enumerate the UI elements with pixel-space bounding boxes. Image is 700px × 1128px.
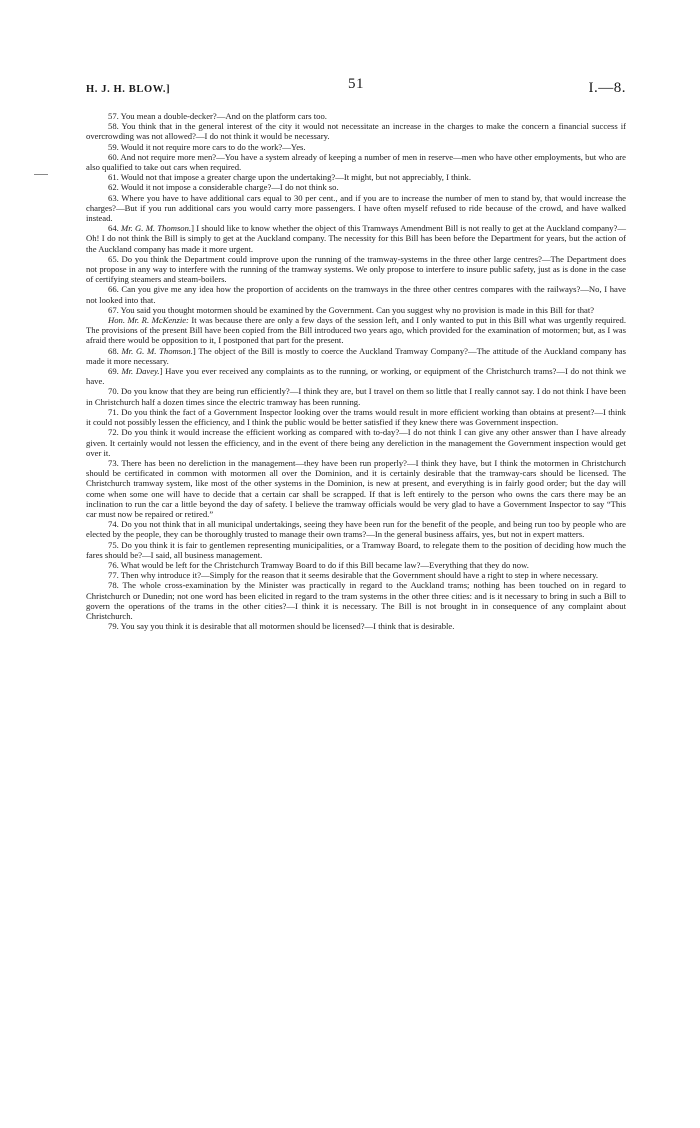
speaker-name: Mr. G. M. Thomson. <box>121 345 193 356</box>
paragraph-text: It was because there are only a few days of the session left, and I only wanted to put in this Bill what was urgently required. The provisions of the present Bill have been copied from the Bill introduced two years ago, which provided for the examination of motormen; but, as I was afraid there would be opposition to it, I postponed that part for the present. <box>86 315 626 346</box>
paragraph <box>86 570 626 580</box>
paragraph-text: 68. <box>108 345 122 356</box>
document-body <box>86 111 626 631</box>
paragraph-text: 67. You said you thought motormen should be examined by the Government. Can you suggest why no provision is made in this Bill for that? <box>108 304 595 315</box>
paragraph <box>86 223 626 254</box>
paragraph-text: 74. Do you not think that in all municipal undertakings, seeing they have been run for the benefit of the people, and being run too by people who are elected by the people, they can be thoroughly trusted to manage their own trams?—In the general business affairs, yes, but not in expert matters. <box>86 519 626 540</box>
paragraph-text: ] I should like to know whether the object of this Tramways Amendment Bill is not really to get at the Auckland company?—Oh! I do not think the Bill is simply to get at the Auckland company. The necessity for this Bill has been before the Department for years, but the action of the Auckland company has made it more urgent. <box>86 223 626 254</box>
paragraph <box>86 193 626 224</box>
paragraph <box>86 621 626 631</box>
paragraph <box>86 540 626 560</box>
document-page <box>86 76 626 632</box>
paragraph-text: 64. <box>108 223 122 234</box>
speaker-name: Mr. Davey. <box>121 366 160 377</box>
paragraph <box>86 560 626 570</box>
paragraph-text: 61. Would not that impose a greater charge upon the undertaking?—It might, but not appreciably, I think. <box>108 172 471 183</box>
paragraph-text: 60. And not require more men?—You have a system already of keeping a number of men in reserve—men who have other employments, but who are also qualified to take out cars when required. <box>86 151 626 173</box>
paragraph <box>86 519 626 539</box>
paragraph-text: 71. Do you think the fact of a Government Inspector looking over the trams would result in more efficient working than obtains at present?—I think it could not possibly lessen the efficiency, and I think the public would be better satisfied if they knew there was Government inspection. <box>86 406 626 428</box>
paragraph <box>86 172 626 182</box>
paragraph-text: 63. Where you have to have additional cars equal to 30 per cent., and if you are to increase the number of men to stand by, that would increase the charges?—But if you run additional cars you would carry more passengers. I have often myself refused to ride because of the crowd, and have walked instead. <box>86 192 626 224</box>
paragraph <box>86 458 626 519</box>
paragraph <box>86 315 626 346</box>
paragraph-text: 76. What would be left for the Christchurch Tramway Board to do if this Bill became law?—Everything that they do now. <box>108 559 529 570</box>
speaker-name: Hon. Mr. R. McKenzie: <box>108 315 189 326</box>
paragraph-text: 66. Can you give me any idea how the proportion of accidents on the tramways in the three other centres compares with the railways?—No, I have not looked into that. <box>86 284 626 305</box>
paragraph-text: 62. Would it not impose a considerable charge?—I do not think so. <box>108 182 339 193</box>
paragraph-text: 58. You think that in the general interest of the city it would not necessitate an increase in the charges to make the concern a financial success if overcrowding was not allowed?—I do not think it would be necessary. <box>86 121 626 142</box>
paragraph <box>86 111 626 121</box>
paragraph-text: 72. Do you think it would increase the efficient working as compared with to-day?—I do not think I can give any other answer than I have already given. It certainly would not lessen the efficiency, and in the event of there being any dereliction in the management the Government inspection would get over it. <box>86 427 626 458</box>
paragraph <box>86 152 626 172</box>
paragraph-text: 70. Do you know that they are being run efficiently?—I think they are, but I travel on them so little that I really cannot say. I do not think I have been in Christchurch half a dozen times since the electric tramway has been running. <box>86 386 626 407</box>
paragraph <box>86 407 626 427</box>
paragraph-text: 79. You say you think it is desirable that all motormen should be licensed?—I think that is desirable. <box>108 621 455 632</box>
paragraph <box>86 580 626 621</box>
paragraph-text: 57. You mean a double-decker?—And on the platform cars too. <box>108 111 327 121</box>
paragraph <box>86 386 626 406</box>
paragraph-text: ] The object of the Bill is mostly to coerce the Auckland Tramway Company?—The attitude of the Auckland company has made it more necessary. <box>86 345 626 366</box>
paragraph-text: 75. Do you think it is fair to gentlemen representing municipalities, or a Tramway Board, to relegate them to the position of deciding how much the fares should be?—I said, all business management. <box>86 539 626 560</box>
paragraph <box>86 182 626 192</box>
page-header <box>86 76 626 97</box>
paragraph <box>86 254 626 285</box>
speaker-name: Mr. G. M. Thomson. <box>121 223 192 234</box>
paper-reference: I.—8. <box>588 80 626 96</box>
paragraph <box>86 284 626 304</box>
paragraph-text: 65. Do you think the Department could improve upon the running of the tramway-systems in the three other large centres?—The Department does not propose in any way to interfere with the running of the tramway systems. We only propose to interfere to insure public safety, just as is done in the case of certifying steamers and steam-boilers. <box>86 253 626 285</box>
witness-name: H. J. H. BLOW.] <box>86 84 171 95</box>
paragraph <box>86 142 626 152</box>
paragraph-text: 69. <box>108 366 122 377</box>
paragraph <box>86 346 626 366</box>
paragraph <box>86 427 626 458</box>
margin-mark <box>34 174 48 175</box>
paragraph-text: ] Have you ever received any complaints as to the running, or working, or equipment of the Christchurch trams?—I do not think we have. <box>86 366 626 387</box>
paragraph-text: 77. Then why introduce it?—Simply for the reason that it seems desirable that the Government should have a right to step in where necessary. <box>108 570 599 581</box>
page-number: 51 <box>348 76 364 92</box>
paragraph-text: 59. Would it not require more cars to do the work?—Yes. <box>108 141 306 152</box>
paragraph <box>86 121 626 141</box>
paragraph <box>86 305 626 315</box>
paragraph <box>86 366 626 386</box>
paragraph-text: 73. There has been no dereliction in the management—they have been run properly?—I think they have, but I think the motormen in Christchurch should be certificated in common with motormen all over the Dominion, and it is certainly desirable that the tramway-cars should be licensed. The Christchurch tramway system, like most of the other systems in the Dominion, is new at present, and everything is in fairly good order; but the day will come when some one will have to decide that a certain car shall be scrapped. If that is left entirely to the person who owns the cars there may be an inclination to run the car a little beyond the day of safety. I believe the tramway officials would be very glad to have a Government Inspector to say “This car must now be repaired or retired.” <box>86 457 626 519</box>
paragraph-text: 78. The whole cross-examination by the Minister was practically in regard to the Auckland trams; nothing has been touched on in regard to Christchurch or Dunedin; not one word has been elicited in regard to the tram systems in the other three cities: and is it necessary to bring in such a Bill to govern the operations of the trams in the other cities?—I think it is necessary. The Bill is not brought in in consequence of any complaint about Christchurch. <box>86 580 626 621</box>
